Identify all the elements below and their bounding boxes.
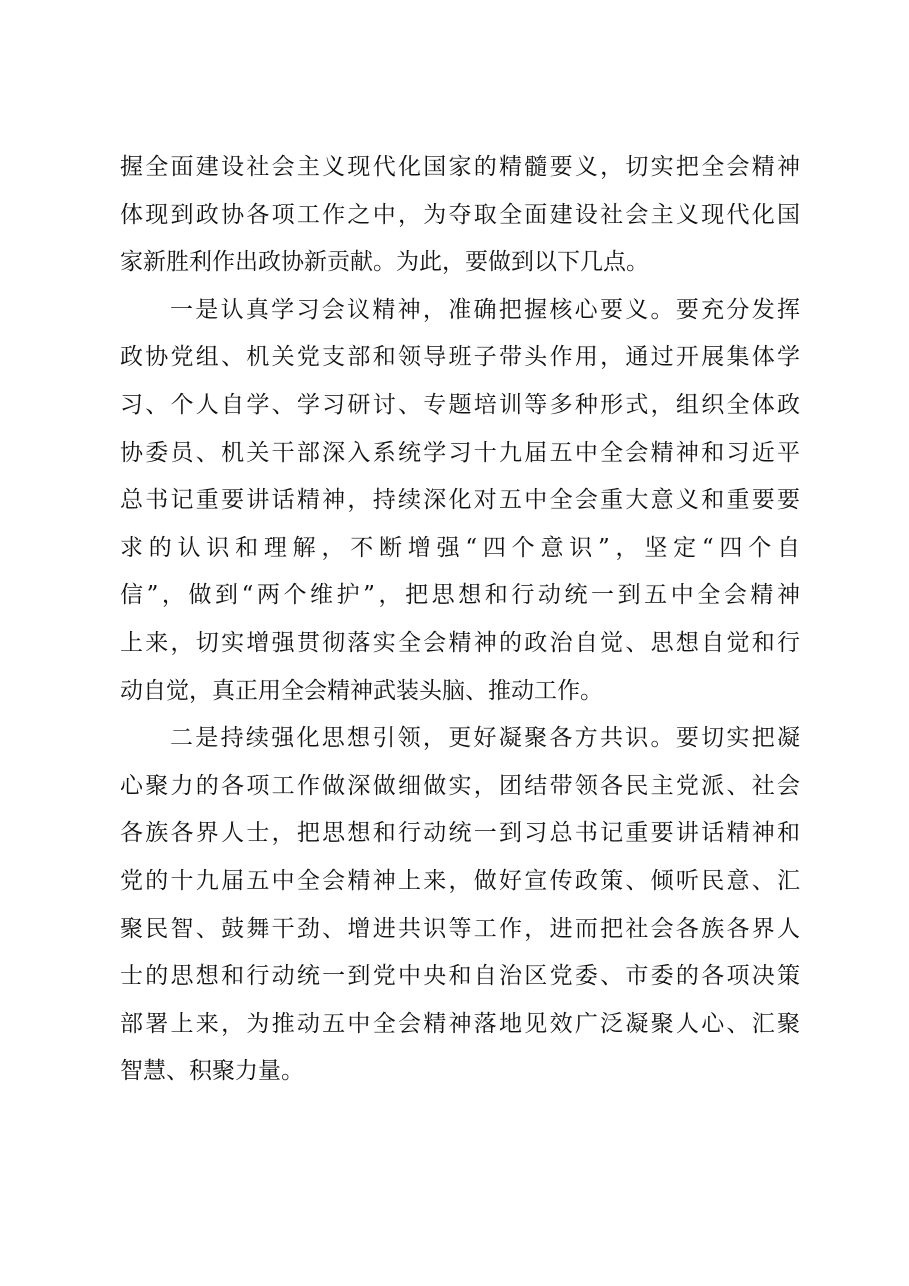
paragraph-3-line-6: 士的思想和行动统一到党中央和自治区党委、市委的各项决策 bbox=[120, 963, 800, 990]
paragraph-2-line-1: 一是认真学习会议精神，准确把握核心要义。要充分发挥 bbox=[170, 296, 800, 323]
paragraph-2-line-7: 信”，做到“两个维护”，把思想和行动统一到五中全会精神 bbox=[120, 582, 800, 609]
paragraph-2-line-5: 总书记重要讲话精神，持续深化对五中全会重大意义和重要要 bbox=[120, 487, 800, 514]
paragraph-1-line-3: 家新胜利作出政协新贡献。为此，要做到以下几点。 bbox=[120, 249, 649, 276]
paragraph-3-line-1: 二是持续强化思想引领，更好凝聚各方共识。要切实把凝 bbox=[170, 725, 800, 752]
paragraph-3-line-8: 智慧、积聚力量。 bbox=[120, 1058, 304, 1085]
paragraph-2-line-4: 协委员、机关干部深入系统学习十九届五中全会精神和习近平 bbox=[120, 439, 800, 466]
document-body bbox=[120, 144, 800, 1096]
paragraph-3-line-3: 各族各界人士，把思想和行动统一到习总书记重要讲话精神和 bbox=[120, 820, 800, 847]
paragraph-2-line-6: 求的认识和理解，不断增强“四个意识”，坚定“四个自 bbox=[120, 534, 800, 561]
paragraph-3-line-2: 心聚力的各项工作做深做细做实，团结带领各民主党派、社会 bbox=[120, 772, 800, 799]
paragraph-3-line-4: 党的十九届五中全会精神上来，做好宣传政策、倾听民意、汇 bbox=[120, 867, 800, 894]
paragraph-2-line-2: 政协党组、机关党支部和领导班子带头作用，通过开展集体学 bbox=[120, 344, 800, 371]
paragraph-2-line-9: 动自觉，真正用全会精神武装头脑、推动工作。 bbox=[120, 677, 603, 704]
paragraph-2-line-8: 上来，切实增强贯彻落实全会精神的政治自觉、思想自觉和行 bbox=[120, 629, 800, 656]
paragraph-1-line-2: 体现到政协各项工作之中，为夺取全面建设社会主义现代化国 bbox=[120, 201, 800, 228]
paragraph-3-line-7: 部署上来，为推动五中全会精神落地见效广泛凝聚人心、汇聚 bbox=[120, 1010, 800, 1037]
paragraph-2-line-3: 习、个人自学、学习研讨、专题培训等多种形式，组织全体政 bbox=[120, 391, 800, 418]
paragraph-1-line-1: 握全面建设社会主义现代化国家的精髓要义，切实把全会精神 bbox=[120, 154, 800, 180]
paragraph-3-line-5: 聚民智、鼓舞干劲、增进共识等工作，进而把社会各族各界人 bbox=[120, 915, 800, 942]
